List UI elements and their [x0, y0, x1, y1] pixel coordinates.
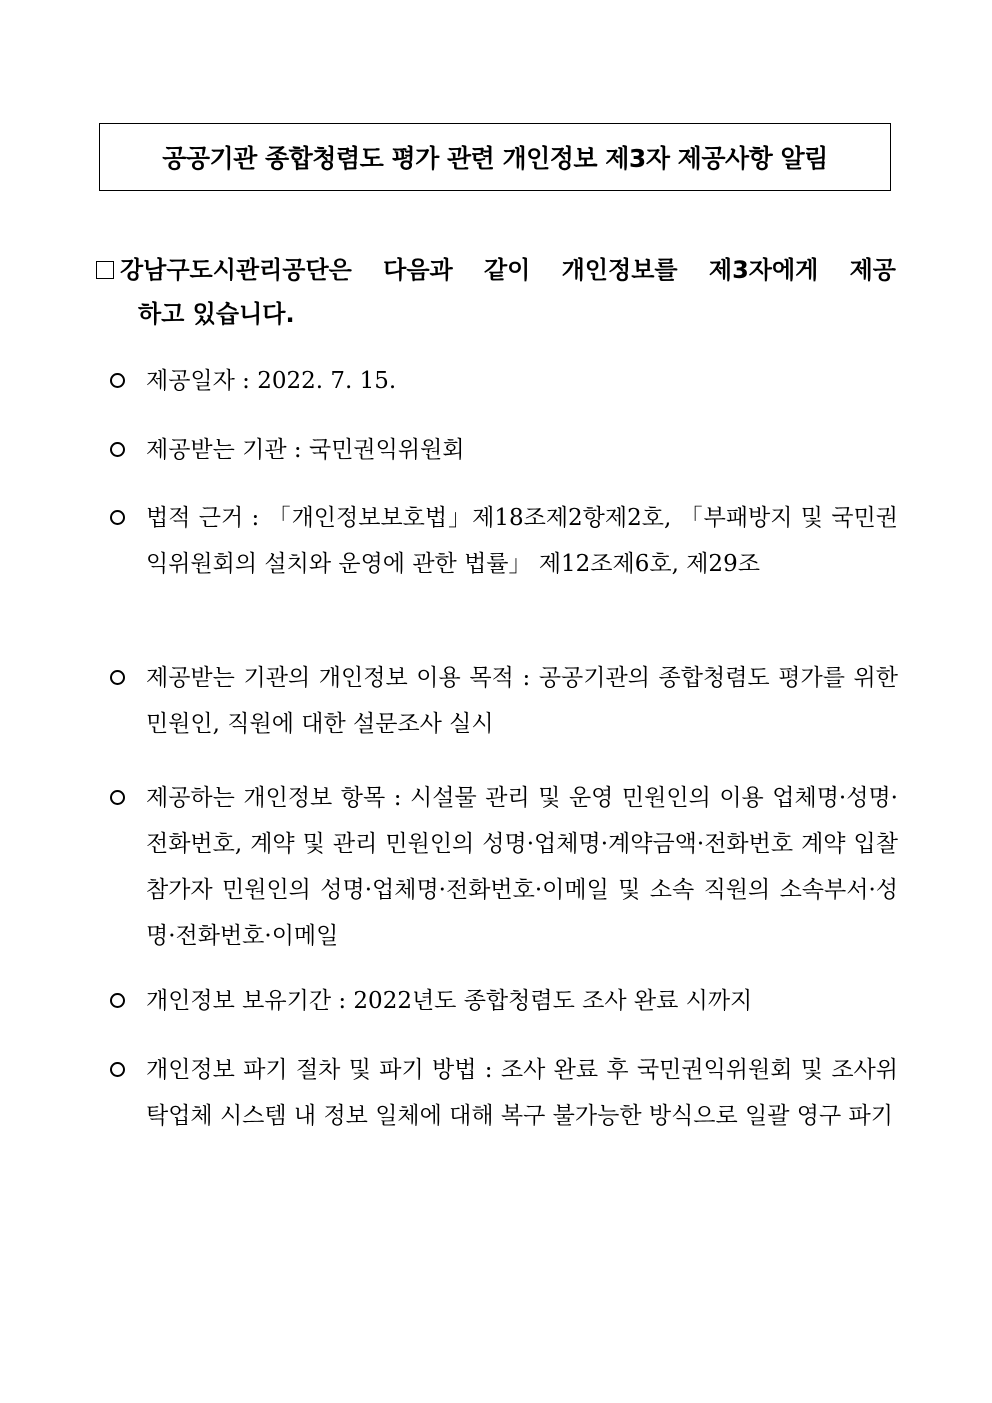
intro-word-5: 제3자에게 [708, 256, 819, 284]
list-item-data-fields [110, 775, 898, 959]
intro-word-2: 다음과 [383, 256, 453, 284]
intro-paragraph [96, 248, 896, 336]
list-item-retention [110, 978, 898, 1024]
list-item-destruction [110, 1047, 898, 1139]
circle-bullet-icon [110, 442, 125, 457]
list-item-text: 제공일자 : 2022. 7. 15. [146, 368, 397, 394]
intro-word-3: 같이 [484, 256, 531, 284]
list-item-legal-basis [110, 495, 898, 587]
title-box [99, 123, 891, 191]
list-item-text: 법적 근거 : 「개인정보보호법」제18조제2항제2호, 「부패방지 및 국민권익위원회의 설치와 운영에 관한 법률」 제12조제6호, 제29조 [146, 505, 898, 577]
circle-bullet-icon [110, 993, 125, 1008]
circle-bullet-icon [110, 670, 125, 685]
list-item-text: 개인정보 파기 절차 및 파기 방법 : 조사 완료 후 국민권익위원회 및 조사위탁업체 시스템 내 정보 일체에 대해 복구 불가능한 방식으로 일괄 영구 파기 [146, 1057, 898, 1129]
intro-line-2: 하고 있습니다. [138, 300, 295, 328]
list-item-text: 제공하는 개인정보 항목 : 시설물 관리 및 운영 민원인의 이용 업체명·성명·전화번호, 계약 및 관리 민원인의 성명·업체명·계약금액·전화번호 계약 입찰 참가자 민원인의 성명·업체명·전화번호·이메일 및 소속 직원의 소속부서·성명·전화번호·이메일 [146, 785, 898, 949]
intro-word-4: 개인정보를 [561, 256, 678, 284]
circle-bullet-icon [110, 373, 125, 388]
list-item-text: 제공받는 기관 : 국민권익위원회 [146, 437, 465, 463]
list-item-text: 제공받는 기관의 개인정보 이용 목적 : 공공기관의 종합청렴도 평가를 위한 민원인, 직원에 대한 설문조사 실시 [146, 665, 898, 737]
document-title: 공공기관 종합청렴도 평가 관련 개인정보 제3자 제공사항 알림 [162, 144, 828, 173]
intro-line-1 [96, 248, 896, 292]
list-item-purpose [110, 655, 898, 747]
list-item-text: 개인정보 보유기간 : 2022년도 종합청렴도 조사 완료 시까지 [146, 988, 753, 1014]
intro-word-6: 제공 [849, 256, 896, 284]
circle-bullet-icon [110, 1062, 125, 1077]
circle-bullet-icon [110, 510, 125, 525]
square-bullet-icon [96, 261, 114, 279]
list-item-recipient [110, 427, 898, 473]
circle-bullet-icon [110, 790, 125, 805]
list-item-provision-date [110, 358, 898, 404]
intro-word-1: 강남구도시관리공단은 [96, 248, 352, 292]
